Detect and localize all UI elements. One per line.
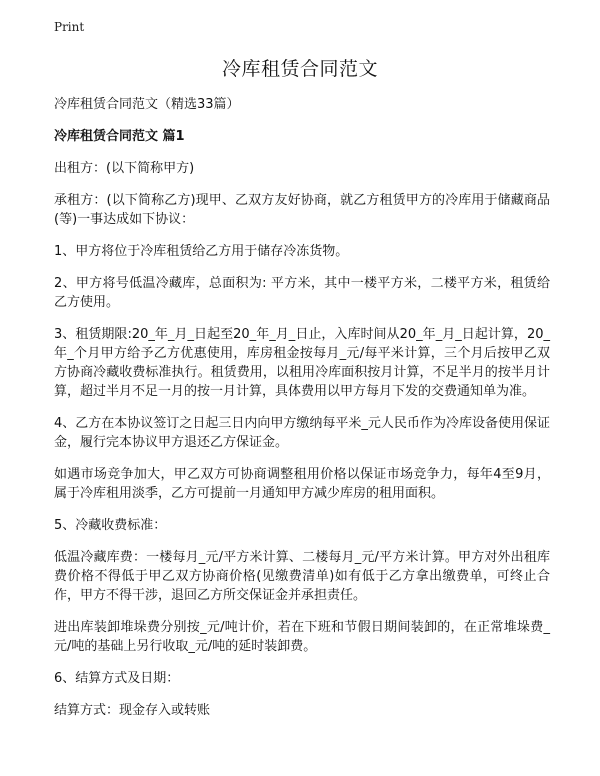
- clause-6-heading: 6、结算方式及日期：: [54, 671, 180, 686]
- clause-3: 3、租赁期限:20_年_月_日起至20_年_月_日止，入库时间从20_年_月_日起计算，20_年_个月甲方给予乙方优惠使用，库房租金按每月_元/每平米计算，三个月后按甲乙双方协商冷藏收费标准执行。租赁费用，以租用冷库面积按月计算，不足半月的按半月计算，超过半月不足一月的按一月计算，具体费用以甲方每月下发的交费通知单为准。: [54, 327, 550, 399]
- clause-1: 1、甲方将位于冷库租赁给乙方用于储存冷冻货物。: [54, 244, 349, 259]
- section-heading: 冷库租赁合同范文 篇1: [54, 129, 185, 144]
- storage-fee-paragraph: 低温冷藏库费：一楼每月_元/平方米计算、二楼每月_元/平方米计算。甲方对外出租库费价格不得低于甲乙双方协商价格(见缴费清单)如有低于乙方拿出缴费单，可终止合作，甲方不得干涉，退回乙方所交保证金并承担责任。: [54, 550, 550, 603]
- document-title: 冷库租赁合同范文: [221, 58, 378, 80]
- document-body: [54, 95, 550, 733]
- settlement-method: 结算方式：现金存入或转账: [54, 703, 211, 718]
- print-link[interactable]: Print: [54, 20, 85, 34]
- document-subtitle: 冷库租赁合同范文（精选33篇）: [54, 97, 240, 112]
- market-paragraph: 如遇市场竞争加大，甲乙双方可协商调整租用价格以保证市场竞争力，每年4至9月，属于冷库租用淡季，乙方可提前一月通知甲方减少库房的租用面积。: [54, 467, 550, 501]
- clause-4: 4、乙方在本协议签订之日起三日内向甲方缴纳每平米_元人民币作为冷库设备使用保证金，履行完本协议甲方退还乙方保证金。: [54, 416, 550, 450]
- clause-2: 2、甲方将号低温冷藏库，总面积为: 平方米，其中一楼平方米，二楼平方米，租赁给乙方使用。: [54, 276, 550, 310]
- clause-5-heading: 5、冷藏收费标准：: [54, 518, 167, 533]
- handling-fee-paragraph: 进出库装卸堆垛费分别按_元/吨计价，若在下班和节假日期间装卸的，在正常堆垛费_元/吨的基础上另行收取_元/吨的延时装卸费。: [54, 620, 550, 654]
- lessee-paragraph: 承租方：(以下简称乙方)现甲、乙双方友好协商，就乙方租赁甲方的冷库用于储藏商品(等)一事达成如下协议：: [54, 193, 550, 227]
- lessor-line: 出租方：(以下简称甲方): [54, 161, 195, 176]
